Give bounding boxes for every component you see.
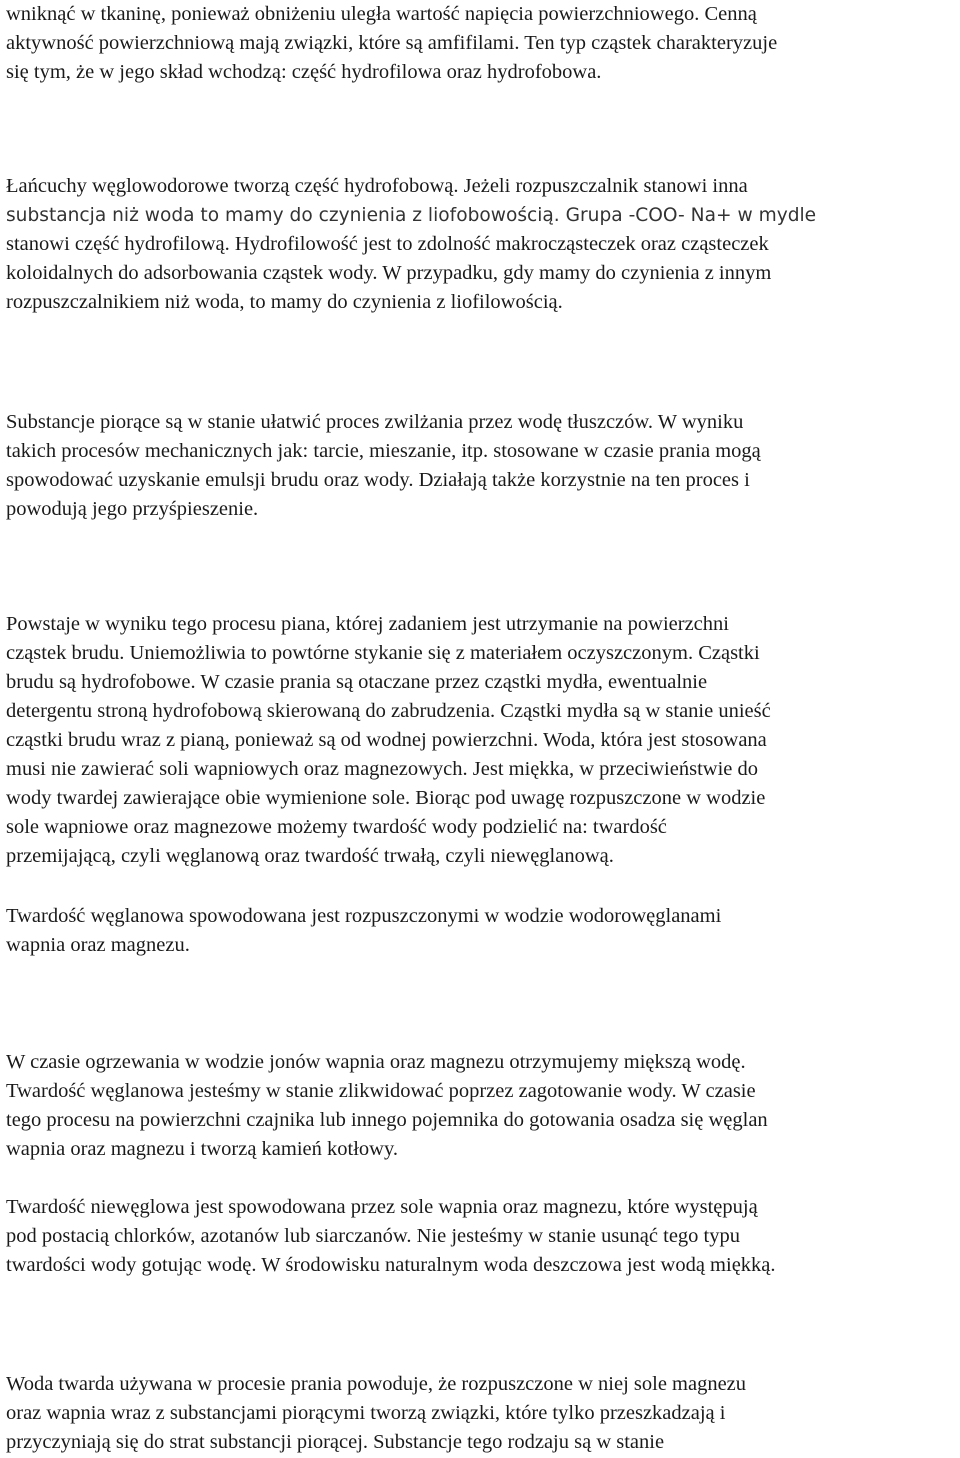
text-line: wapnia oraz magnezu i tworzą kamień kotłowy. [6,1138,399,1160]
text-line: Łańcuchy węglowodorowe tworzą część hydrofobową. Jeżeli rozpuszczalnik stanowi inna [6,175,748,197]
paragraph-2 [6,172,958,317]
text-line: sole wapniowe oraz magnezowe możemy twardość wody podzielić na: twardość [6,816,667,838]
text-line: spowodować uzyskanie emulsji brudu oraz wody. Działają także korzystnie na ten proces i [6,469,750,491]
text-line: tego procesu na powierzchni czajnika lub innego pojemnika do gotowania osadza się węglan [6,1109,768,1131]
text-line: przyczyniają się do strat substancji piorącej. Substancje tego rodzaju są w stanie [6,1431,665,1453]
text-line: przemijającą, czyli węglanową oraz twardość trwałą, czyli niewęglanową. [6,845,614,867]
text-line: się tym, że w jego skład wchodzą: część hydrofilowa oraz hydrofobowa. [6,61,602,83]
text-line: Twardość niewęglowa jest spowodowana przez sole wapnia oraz magnezu, które występują [6,1196,758,1218]
paragraph-6 [6,1048,958,1164]
text-line: musi nie zawierać soli wapniowych oraz magnezowych. Jest miękka, w przeciwieństwie do [6,758,758,780]
text-line: aktywność powierzchniową mają związki, które są amfifilami. Ten typ cząstek charakteryzuje [6,32,778,54]
text-line: takich procesów mechanicznych jak: tarcie, mieszanie, itp. stosowane w czasie prania mogą [6,440,761,462]
text-line: pod postacią chlorków, azotanów lub siarczanów. Nie jesteśmy w stanie usunąć tego typu [6,1225,740,1247]
text-line: W czasie ogrzewania w wodzie jonów wapnia oraz magnezu otrzymujemy miększą wodę. [6,1051,746,1073]
text-line: twardości wody gotując wodę. W środowisku naturalnym woda deszczowa jest wodą miękką. [6,1254,776,1276]
text-line: oraz wapnia wraz z substancjami piorącymi tworzą związki, które tylko przeszkadzają i [6,1402,726,1424]
paragraph-4 [6,610,958,871]
text-line: detergentu stroną hydrofobową skierowaną do zabrudzenia. Cząstki mydła są w stanie unieść [6,700,771,722]
paragraph-5 [6,902,958,960]
text-line: Twardość węglanowa jesteśmy w stanie zlikwidować poprzez zagotowanie wody. W czasie [6,1080,756,1102]
text-line: substancja niż woda to mamy do czynienia z liofobowością. Grupa -COO- Na+ w mydle [6,205,817,226]
text-line: wody twardej zawierające obie wymienione sole. Biorąc pod uwagę rozpuszczone w wodzie [6,787,766,809]
text-line: Twardość węglanowa spowodowana jest rozpuszczonymi w wodzie wodorowęglanami [6,905,722,927]
text-line: Substancje piorące są w stanie ułatwić proces zwilżania przez wodę tłuszczów. W wyniku [6,411,744,433]
paragraph-7 [6,1193,958,1280]
text-line: Powstaje w wyniku tego procesu piana, której zadaniem jest utrzymanie na powierzchni [6,613,729,635]
text-line: wniknąć w tkaninę, ponieważ obniżeniu uległa wartość napięcia powierzchniowego. Cenną [6,3,757,25]
text-line: cząstki brudu wraz z pianą, ponieważ są od wodnej powierzchni. Woda, która jest stosowana [6,729,767,751]
paragraph-8 [6,1370,958,1457]
text-line: koloidalnych do adsorbowania cząstek wody. W przypadku, gdy mamy do czynienia z innym [6,262,772,284]
text-line: powodują jego przyśpieszenie. [6,498,259,520]
text-line: brudu są hydrofobowe. W czasie prania są otaczane przez cząstki mydła, ewentualnie [6,671,708,693]
paragraph-1 [6,0,958,87]
text-line: cząstek brudu. Uniemożliwia to powtórne stykanie się z materiałem oczyszczonym. Cząstki [6,642,760,664]
text-line: wapnia oraz magnezu. [6,934,190,956]
text-line: Woda twarda używana w procesie prania powoduje, że rozpuszczone w niej sole magnezu [6,1373,747,1395]
text-line: stanowi część hydrofilową. Hydrofilowość jest to zdolność makrocząsteczek oraz cząsteczek [6,233,769,255]
text-line: rozpuszczalnikiem niż woda, to mamy do czynienia z liofilowością. [6,291,563,313]
paragraph-3 [6,408,958,524]
